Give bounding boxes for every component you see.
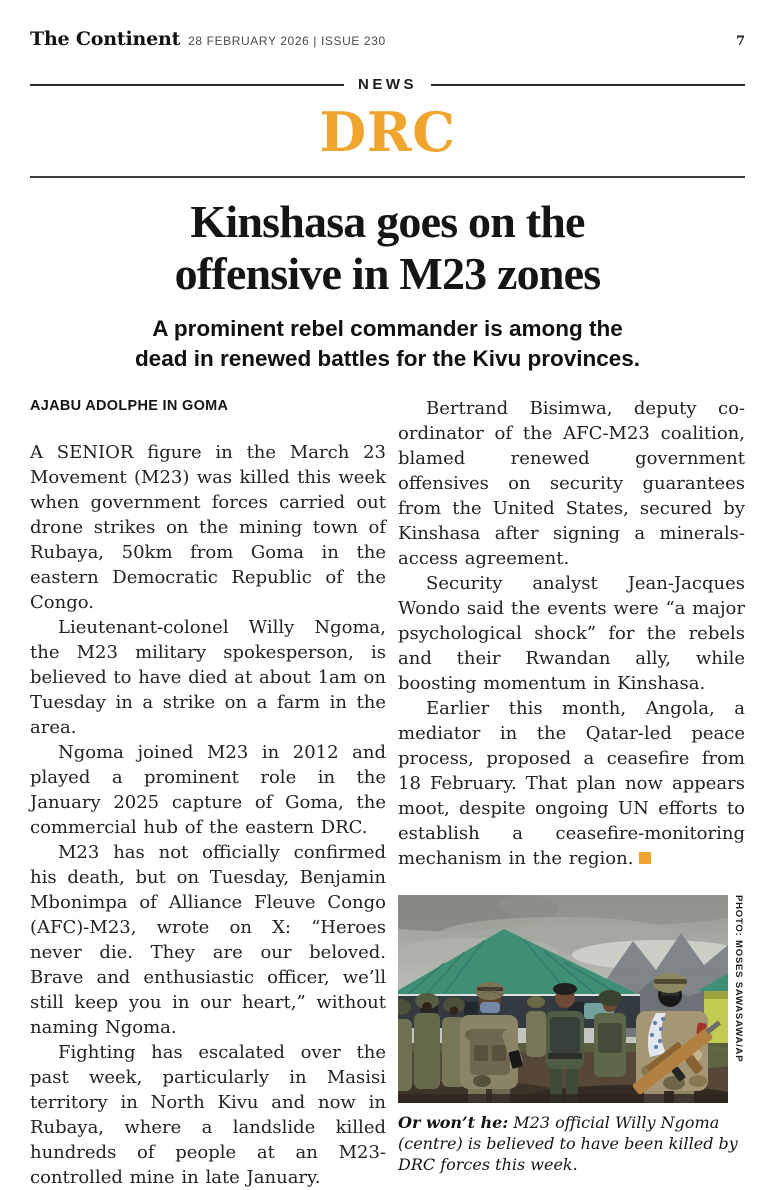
photo-caption bbox=[398, 1112, 746, 1175]
page-number: 7 bbox=[735, 34, 745, 49]
headline-line-1: Kinshasa goes on the bbox=[190, 196, 585, 248]
article-headline bbox=[30, 196, 745, 299]
body-paragraph: Bertrand Bisimwa, deputy co-ordinator of the AFC-M23 coalition, blamed renewed government offensives on security guarantees from the United States, secured by Kinshasa after signing a minerals-access agreement. bbox=[398, 397, 745, 569]
standfirst bbox=[30, 314, 745, 373]
brand-title: The Continent bbox=[30, 28, 181, 50]
body-paragraph: Fighting has escalated over the past week, particularly in Masisi territory in North Kivu and now in Rubaya, where a landslide killed hundreds of people at an M23-controlled mine in late January. bbox=[30, 1041, 386, 1188]
standfirst-line-2: dead in renewed battles for the Kivu provinces. bbox=[134, 346, 641, 372]
article-body bbox=[30, 396, 745, 1190]
body-paragraph: A SENIOR figure in the March 23 Movement (M23) was killed this week when government forces carried out drone strikes on the mining town of Rubaya, 50km from Goma in the eastern Democratic Republic of the Congo. bbox=[30, 441, 386, 613]
section-kicker-row bbox=[30, 76, 745, 93]
photo-credit: PHOTO: MOSES SAWASAWA/AP bbox=[733, 894, 744, 1063]
issue-date: 28 FEBRUARY 2026 | ISSUE 230 bbox=[188, 34, 386, 48]
body-paragraph: Ngoma joined M23 in 2012 and played a prominent role in the January 2025 capture of Goma, the commercial hub of the eastern DRC. bbox=[30, 741, 386, 838]
masthead bbox=[30, 28, 745, 52]
body-paragraph: Security analyst Jean-Jacques Wondo said the events were “a major psychological shock” for the rebels and their Rwandan ally, while boosting momentum in Kinshasa. bbox=[398, 572, 745, 694]
caption-lead: Or won’t he: bbox=[398, 1112, 509, 1132]
byline: AJABU ADOLPHE IN GOMA bbox=[30, 397, 229, 414]
body-paragraph: Lieutenant-colonel Willy Ngoma, the M23 military spokesperson, is believed to have died at about 1am on Tuesday in a strike on a farm in the area. bbox=[30, 616, 386, 738]
body-paragraph bbox=[398, 696, 745, 871]
caption-text: M23 official Willy Ngoma (centre) is believed to have been killed by DRC forces this week. bbox=[398, 1112, 738, 1175]
section-kicker: NEWS bbox=[358, 76, 417, 93]
article-column-right bbox=[398, 396, 745, 1175]
article-figure bbox=[398, 895, 746, 1175]
divider-rule bbox=[30, 176, 745, 178]
body-paragraph: M23 has not officially confirmed his death, but on Tuesday, Benjamin Mbonimpa of Alliance Fleuve Congo (AFC)-M23, wrote on X: “Heroes never die. They are our beloved. Brave and enthusiastic officer, we’ll still keep you in our heart,” without naming Ngoma. bbox=[30, 841, 386, 1038]
country-label: DRC bbox=[319, 100, 456, 164]
end-of-article-mark bbox=[639, 852, 651, 864]
kicker-line-left bbox=[30, 84, 344, 86]
standfirst-line-1: A prominent rebel commander is among the bbox=[152, 316, 623, 342]
article-photo bbox=[398, 895, 728, 1103]
kicker-line-right bbox=[431, 84, 745, 86]
body-paragraph-text: Earlier this month, Angola, a mediator in the Qatar-led peace process, proposed a ceasefire from 18 February. That plan now appears moot, despite ongoing UN efforts to establish a ceasefire-monitoring mechanism in the region. bbox=[398, 697, 745, 869]
headline-line-2: offensive in M23 zones bbox=[174, 247, 601, 299]
article-column-left bbox=[30, 396, 386, 1190]
